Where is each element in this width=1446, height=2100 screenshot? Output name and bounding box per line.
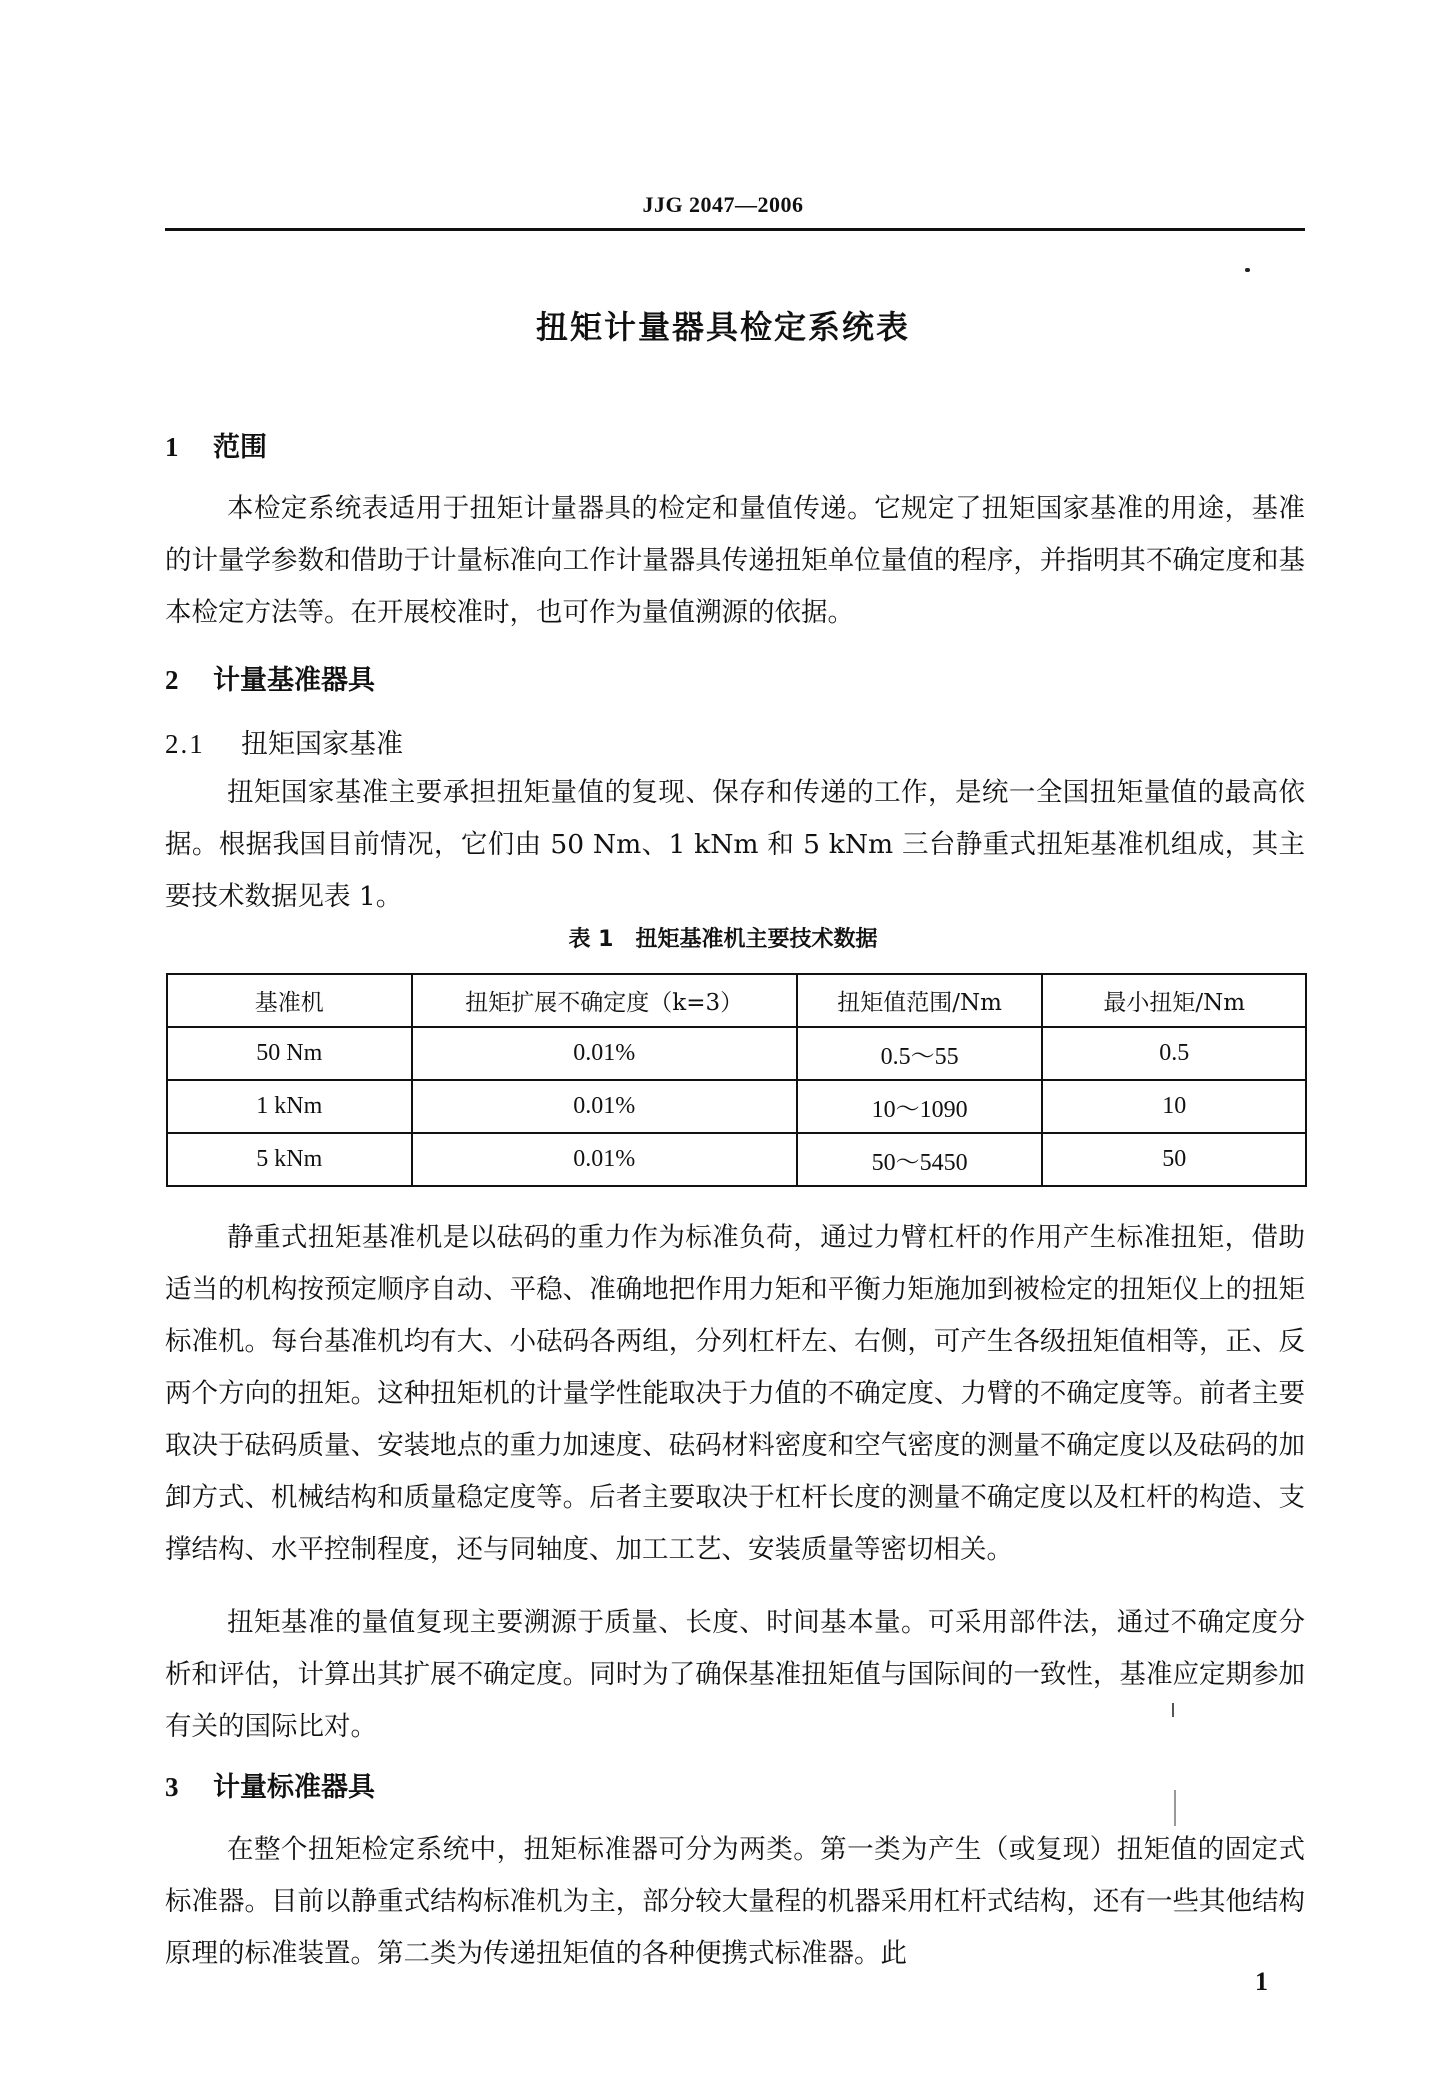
table-row <box>167 1133 1306 1186</box>
table-cell: 10 <box>1042 1080 1306 1133</box>
table-cell: 50 <box>1042 1133 1306 1186</box>
table-row <box>167 1027 1306 1080</box>
paragraph-scope: 本检定系统表适用于扭矩计量器具的检定和量值传递。它规定了扭矩国家基准的用途，基准的计量学参数和借助于计量标准向工作计量器具传递扭矩单位量值的程序，并指明其不确定度和基本检定方法等。在开展校准时，也可作为量值溯源的依据。 <box>165 493 1305 628</box>
header-rule <box>165 228 1305 231</box>
paragraph-measurement-standards: 在整个扭矩检定系统中，扭矩标准器可分为两类。第一类为产生（或复现）扭矩值的固定式标准器。目前以静重式结构标准机为主，部分较大量程的机器采用杠杆式结构，还有一些其他结构原理的标准装置。第二类为传递扭矩值的各种便携式标准器。此 <box>165 1834 1305 1969</box>
section-3-heading <box>165 1765 375 1804</box>
table-cell: 0.01% <box>412 1133 797 1186</box>
column-header: 最小扭矩/Nm <box>1042 974 1306 1027</box>
table-cell: 10～1090 <box>797 1080 1043 1133</box>
column-header: 扭矩扩展不确定度（k=3） <box>412 974 797 1027</box>
table-cell: 50～5450 <box>797 1133 1043 1186</box>
table-cell: 5 kNm <box>167 1133 412 1186</box>
scan-mark <box>1174 1790 1176 1826</box>
paragraph-national-standard: 扭矩国家基准主要承担扭矩量值的复现、保存和传递的工作，是统一全国扭矩量值的最高依据。根据我国目前情况，它们由 50 Nm、1 kNm 和 5 kNm 三台静重式扭矩基准机组成，其主要技术数据见表 1。 <box>165 777 1305 912</box>
standard-machine-table <box>166 973 1307 1187</box>
page-number: 1 <box>1255 1967 1268 1996</box>
scan-mark <box>1172 1703 1174 1717</box>
section-number: 3 <box>165 1772 179 1802</box>
paragraph-traceability: 扭矩基准的量值复现主要溯源于质量、长度、时间基本量。可采用部件法，通过不确定度分析和评估，计算出其扩展不确定度。同时为了确保基准扭矩值与国际间的一致性，基准应定期参加有关的国际比对。 <box>165 1607 1305 1742</box>
section-1-heading <box>165 425 267 464</box>
table-cell: 0.5～55 <box>797 1027 1043 1080</box>
table-cell: 0.01% <box>412 1027 797 1080</box>
column-header: 基准机 <box>167 974 412 1027</box>
section-title: 计量基准器具 <box>213 665 375 696</box>
table-row <box>167 1080 1306 1133</box>
scan-speck <box>1245 268 1250 272</box>
table-cell: 0.5 <box>1042 1027 1306 1080</box>
document-title: 扭矩计量器具检定系统表 <box>535 308 910 346</box>
table-header-row <box>167 974 1306 1027</box>
table-cell: 1 kNm <box>167 1080 412 1133</box>
section-title: 范围 <box>213 432 267 463</box>
section-title: 计量标准器具 <box>213 1772 375 1803</box>
subsection-title: 扭矩国家基准 <box>241 729 403 760</box>
table-cell: 0.01% <box>412 1080 797 1133</box>
table-title: 扭矩基准机主要技术数据 <box>635 927 878 952</box>
section-number: 1 <box>165 432 179 462</box>
subsection-number: 2.1 <box>165 729 205 759</box>
running-header: JJG 2047—2006 <box>642 192 804 217</box>
section-2-heading <box>165 658 375 697</box>
section-number: 2 <box>165 665 179 695</box>
subsection-2-1-heading <box>165 722 403 761</box>
table-caption <box>0 922 1446 953</box>
table-cell: 50 Nm <box>167 1027 412 1080</box>
column-header: 扭矩值范围/Nm <box>797 974 1043 1027</box>
paragraph-deadweight-machine: 静重式扭矩基准机是以砝码的重力作为标准负荷，通过力臂杠杆的作用产生标准扭矩，借助适当的机构按预定顺序自动、平稳、准确地把作用力矩和平衡力矩施加到被检定的扭矩仪上的扭矩标准机。每台基准机均有大、小砝码各两组，分列杠杆左、右侧，可产生各级扭矩值相等，正、反两个方向的扭矩。这种扭矩机的计量学性能取决于力值的不确定度、力臂的不确定度等。前者主要取决于砝码质量、安装地点的重力加速度、砝码材料密度和空气密度的测量不确定度以及砝码的加卸方式、机械结构和质量稳定度等。后者主要取决于杠杆长度的测量不确定度以及杠杆的构造、支撑结构、水平控制程度，还与同轴度、加工工艺、安装质量等密切相关。 <box>165 1222 1305 1565</box>
table-number: 表 1 <box>568 927 614 952</box>
